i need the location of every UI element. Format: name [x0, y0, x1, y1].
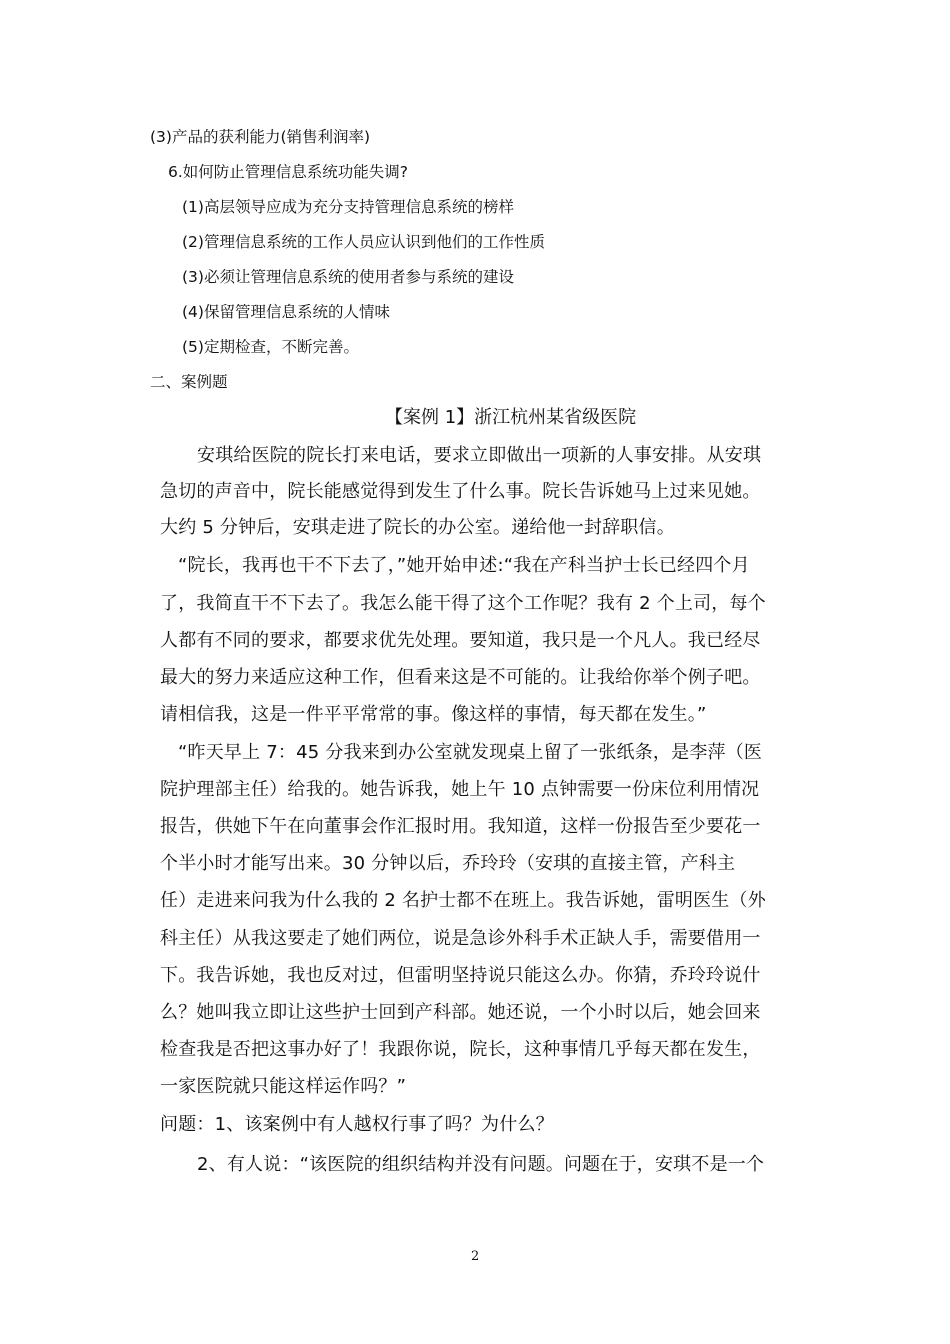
- page-number: 2: [471, 1249, 480, 1264]
- list-item-1: (1)高层领导应成为充分支持管理信息系统的榜样: [182, 198, 514, 216]
- case-paragraph-line: 最大的努力来适应这种工作，但看来这是不可能的。让我给你举个例子吧。: [160, 667, 761, 688]
- case-paragraph-line: 院护理部主任）给我的。她告诉我，她上午 10 点钟需要一份床位利用情况: [160, 779, 760, 800]
- case-paragraph-line: 检查我是否把这事办好了！我跟你说，院长，这种事情几乎每天都在发生，: [160, 1039, 761, 1060]
- question-2: 2、有人说：“该医院的组织结构并没有问题。问题在于，安琪不是一个: [197, 1154, 765, 1175]
- case-paragraph-line: 大约 5 分钟后，安琪走进了院长的办公室。递给他一封辞职信。: [160, 517, 675, 538]
- list-item-3: (3)必须让管理信息系统的使用者参与系统的建设: [182, 268, 514, 286]
- case-paragraph-line: 一家医院就只能这样运作吗？”: [160, 1076, 407, 1097]
- case-title: 【案例 1】浙江杭州某省级医院: [385, 407, 637, 428]
- case-paragraph-line: 科主任）从我这要走了她们两位，说是急诊外科手术正缺人手，需要借用一: [160, 928, 761, 949]
- case-paragraph-line: 了，我简直干不下去了。我怎么能干得了这个工作呢？我有 2 个上司，每个: [160, 593, 766, 614]
- case-paragraph-line: 个半小时才能写出来。30 分钟以后，乔玲玲（安琪的直接主管，产科主: [160, 853, 736, 874]
- section-heading: 二、案例题: [150, 373, 228, 391]
- case-paragraph-line: 下。我告诉她，我也反对过，但雷明坚持说只能这么办。你猜，乔玲玲说什: [160, 965, 761, 986]
- case-paragraph-line: 任）走进来问我为什么我的 2 名护士都不在班上。我告诉她，雷明医生（外: [160, 890, 766, 911]
- case-paragraph-line: 么？她叫我立即让这些护士回到产科部。她还说，一个小时以后，她会回来: [160, 1002, 761, 1023]
- case-paragraph-line: 安琪给医院的院长打来电话，要求立即做出一项新的人事安排。从安琪: [197, 445, 762, 466]
- case-paragraph-line: “昨天早上 7：45 分我来到办公室就发现桌上留了一张纸条，是李萍（医: [178, 742, 763, 763]
- list-item-2: (2)管理信息系统的工作人员应认识到他们的工作性质: [182, 233, 545, 251]
- case-paragraph-line: 请相信我，这是一件平平常常的事。像这样的事情，每天都在发生。”: [160, 704, 707, 725]
- case-paragraph-line: “院长，我再也干不下去了，”她开始申述:“我在产科当护士长已经四个月: [178, 555, 750, 576]
- case-paragraph-line: 急切的声音中，院长能感觉得到发生了什么事。院长告诉她马上过来见她。: [160, 481, 761, 502]
- list-item-5: (5)定期检查，不断完善。: [182, 338, 359, 356]
- case-paragraph-line: 人都有不同的要求，都要求优先处理。要知道，我只是一个凡人。我已经尽: [160, 630, 761, 651]
- case-paragraph-line: 报告，供她下午在向董事会作汇报时用。我知道，这样一份报告至少要花一: [160, 816, 761, 837]
- list-item-product-profitability: (3)产品的获利能力(销售利润率): [150, 128, 371, 146]
- question-1: 问题：1、该案例中有人越权行事了吗？为什么？: [160, 1114, 554, 1135]
- list-item-question-6: 6.如何防止管理信息系统功能失调?: [168, 163, 409, 181]
- list-item-4: (4)保留管理信息系统的人情味: [182, 303, 390, 321]
